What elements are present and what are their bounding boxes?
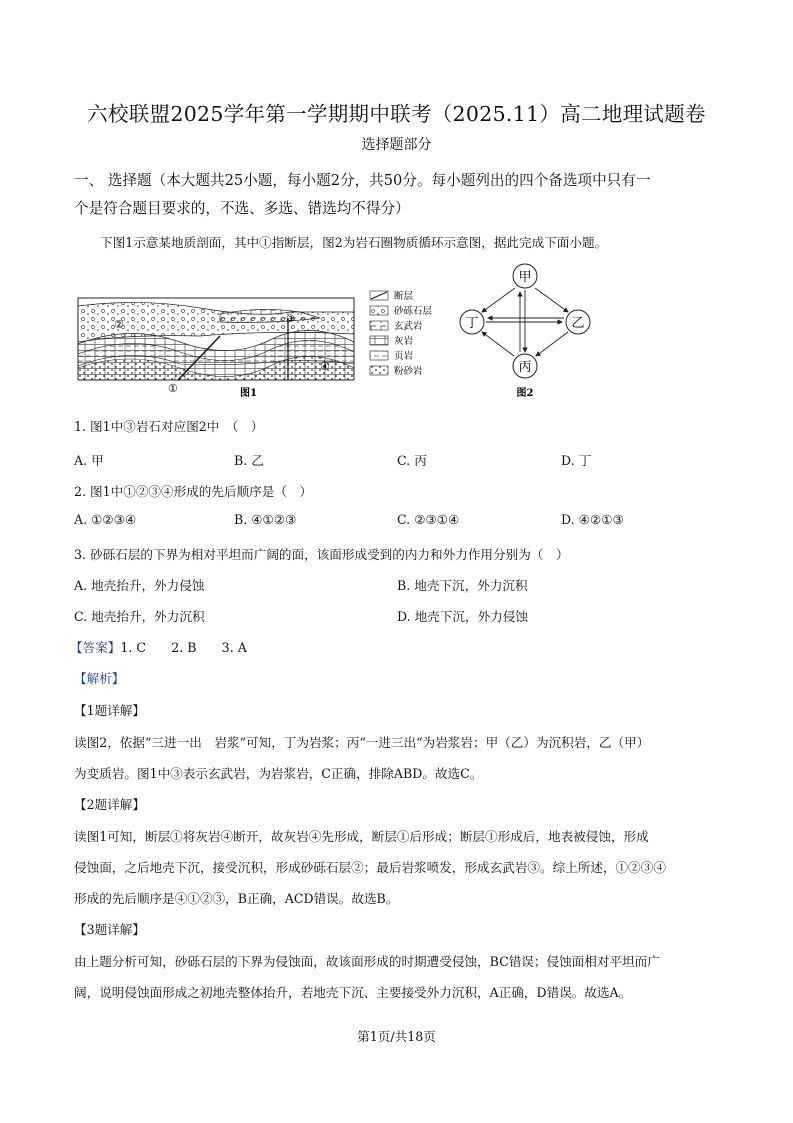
- detail-2-line-1: 读图1可知，断层①将灰岩④断开，故灰岩④先形成，断层①后形成；断层①形成后，地表被侵蚀，形成: [74, 829, 649, 844]
- legend-shale: 页岩: [394, 351, 414, 362]
- fig1-caption: 图1: [240, 388, 257, 399]
- q2-option-c[interactable]: C. ②③①④: [397, 512, 460, 527]
- legend-basalt: 玄武岩: [394, 321, 423, 332]
- q1-option-b[interactable]: B. 乙: [234, 453, 264, 468]
- node-yi: 乙: [571, 316, 585, 331]
- analysis-label: 【解析】: [74, 671, 125, 686]
- q2-option-a[interactable]: A. ①②③④: [74, 512, 137, 527]
- legend-gravel: 砂砾石层: [394, 306, 433, 317]
- node-bing: 丙: [518, 360, 532, 375]
- section-subtitle: 选择题部分: [361, 137, 432, 153]
- q1-option-d[interactable]: D. 丁: [561, 453, 592, 468]
- detail-1-line-1: 读图2，依据“三进一出 岩浆”可知，丁为岩浆；丙“一进三出“为岩浆岩；甲（乙）为沉积岩，乙（甲）: [74, 735, 650, 750]
- answer-row: [70, 637, 247, 656]
- legend-limestone: 灰岩: [394, 336, 414, 347]
- node-ding: 丁: [465, 316, 479, 331]
- answer-values: 1. C 2. B 3. A: [120, 640, 247, 655]
- detail-3-label: 【3题详解】: [74, 922, 145, 937]
- detail-2-line-3: 形成的先后顺序是④①②③，B正确，ACD错误。故选B。: [74, 891, 399, 906]
- node-jia: 甲: [518, 270, 532, 285]
- question-2-stem: 2. 图1中①②③④形成的先后顺序是（ ）: [74, 484, 313, 499]
- q2-option-d[interactable]: D. ④②①③: [561, 512, 624, 527]
- question-intro: 下图1示意某地质剖面，其中①指断层，图2为岩石圈物质循环示意图，据此完成下面小题。: [100, 235, 608, 250]
- legend-siltstone: 粉砂岩: [394, 366, 423, 377]
- figure-1-geologic-section: [70, 284, 450, 402]
- fig2-caption: 图2: [516, 388, 534, 399]
- fig1-marker-1: ①: [168, 382, 178, 395]
- detail-2-line-2: 侵蚀面，之后地壳下沉，接受沉积，形成砂砾石层②；最后岩浆喷发，形成玄武岩③。综上所述，①②③④: [74, 860, 666, 875]
- figure-2-rock-cycle: [452, 258, 602, 400]
- detail-2-label: 【2题详解】: [74, 797, 145, 812]
- fig1-marker-2: ②: [114, 318, 124, 331]
- question-3-stem: 3. 砂砾石层的下界为相对平坦而广阔的面，该面形成受到的内力和外力作用分别为（ ）: [74, 547, 569, 562]
- question-1-stem: 1. 图1中③岩石对应图2中 （ ）: [74, 419, 264, 434]
- page-footer: 第1页/共18页: [357, 1029, 436, 1044]
- fig1-marker-3: ③: [286, 314, 295, 325]
- detail-3-line-1: 由上题分析可知，砂砾石层的下界为侵蚀面，故该面形成的时期遭受侵蚀，BC错误；侵蚀面相对平坦而广: [74, 954, 660, 969]
- q1-option-c[interactable]: C. 丙: [397, 453, 427, 468]
- page-title: 六校联盟2025学年第一学期期中联考（2025.11）高二地理试题卷: [87, 102, 706, 126]
- fig1-marker-4: ④: [320, 360, 330, 373]
- legend-fault: 断层: [394, 291, 414, 302]
- section-instruction-line-2: 个是符合题目要求的，不选、多选、错选均不得分）: [74, 200, 410, 217]
- q3-option-c[interactable]: C. 地壳抬升，外力沉积: [74, 609, 205, 624]
- detail-1-line-2: 为变质岩。图1中③表示玄武岩，为岩浆岩，C正确，排除ABD。故选C。: [74, 766, 483, 781]
- detail-1-label: 【1题详解】: [74, 703, 145, 718]
- q1-option-a[interactable]: A. 甲: [74, 453, 104, 468]
- answer-label: 【答案】: [70, 640, 121, 655]
- q3-option-b[interactable]: B. 地壳下沉，外力沉积: [397, 578, 528, 593]
- q3-option-a[interactable]: A. 地壳抬升，外力侵蚀: [74, 578, 205, 593]
- q2-option-b[interactable]: B. ④①②③: [234, 512, 297, 527]
- section-instruction-line-1: 一、 选择题（本大题共25小题，每小题2分，共50分。每小题列出的四个备选项中只有一: [74, 172, 651, 189]
- detail-3-line-2: 阔，说明侵蚀面形成之初地壳整体抬升，若地壳下沉、主要接受外力沉积，A正确，D错误。故选A。: [74, 985, 632, 1000]
- fig1-legend: [370, 290, 433, 377]
- q3-option-d[interactable]: D. 地壳下沉，外力侵蚀: [397, 609, 528, 624]
